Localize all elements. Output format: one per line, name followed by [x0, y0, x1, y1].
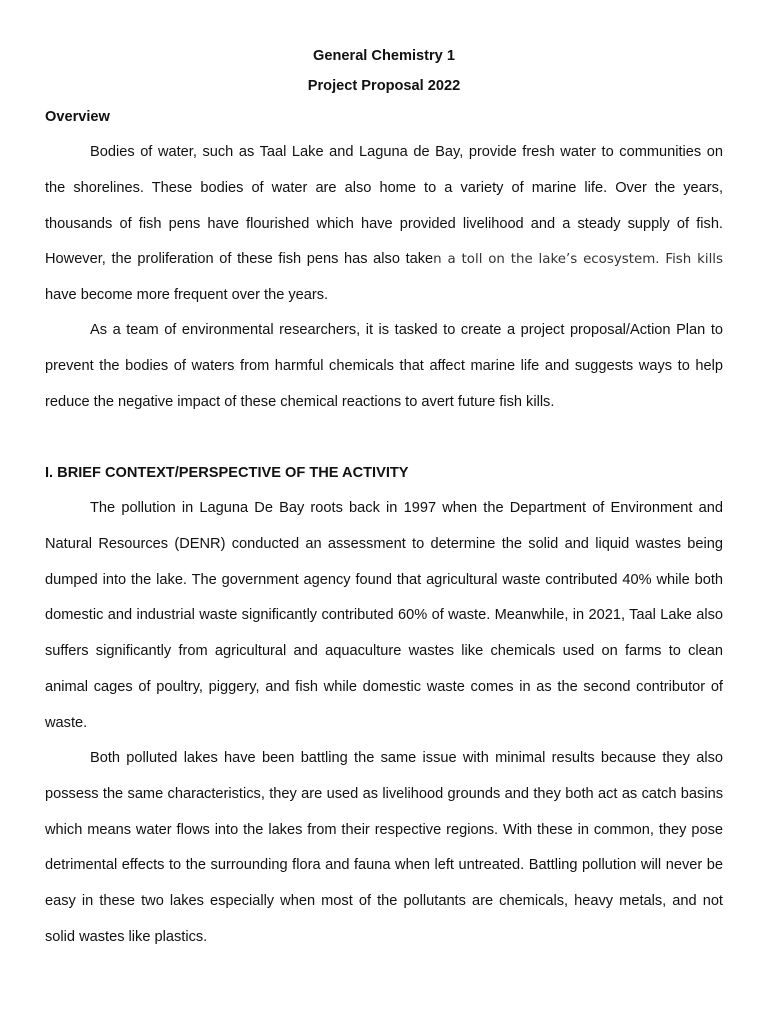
overview-paragraph-1-alt-font-text: n a toll on the lake’s ecosystem. Fish kills [433, 252, 723, 268]
section-1-heading: I. BRIEF CONTEXT/PERSPECTIVE OF THE ACTIVITY [45, 465, 409, 481]
project-title: Project Proposal 2022 [307, 78, 461, 94]
course-title: General Chemistry 1 [313, 48, 455, 64]
overview-paragraph-1 [45, 135, 723, 314]
section-1-paragraph-2: Both polluted lakes have been battling the same issue with minimal results because they also possess the same characteristics, they are used as livelihood grounds and they both act as catch basins which means water flows into the lakes from their respective regions. With these in common, they pose detrimental effects to the surrounding flora and fauna when left untreated. Battling pollution will never be easy in these two lakes especially when most of the pollutants are chemicals, heavy metals, and not solid wastes like plastics. [45, 750, 723, 945]
overview-paragraph-1-end: have become more frequent over the years. [45, 287, 329, 303]
overview-paragraph-1-text: Bodies of water, such as Taal Lake and Laguna de Bay, provide fresh water to communities on the shorelines. These bodies of water are also home to a variety of marine life. Over the years, thousands of fish pens have flourished which have provided livelihood and a steady supply of fish. However, the proliferation of these fish pens has also take [45, 144, 723, 268]
section-1-paragraph-1: The pollution in Laguna De Bay roots back in 1997 when the Department of Environment and Natural Resources (DENR) conducted an assessment to determine the solid and liquid wastes being dumped into the lake. The government agency found that agricultural waste contributed 40% while both domestic and industrial waste significantly contributed 60% of waste. Meanwhile, in 2021, Taal Lake also suffers significantly from agricultural and aquaculture wastes like chemicals used on farms to clean animal cages of poultry, piggery, and fish while domestic waste comes in as the second contributor of waste. [45, 500, 723, 731]
overview-heading: Overview [45, 109, 110, 125]
overview-paragraph-2: As a team of environmental researchers, it is tasked to create a project proposal/Action Plan to prevent the bodies of waters from harmful chemicals that affect marine life and suggests ways to help reduce the negative impact of these chemical reactions to avert future fish kills. [45, 322, 723, 410]
